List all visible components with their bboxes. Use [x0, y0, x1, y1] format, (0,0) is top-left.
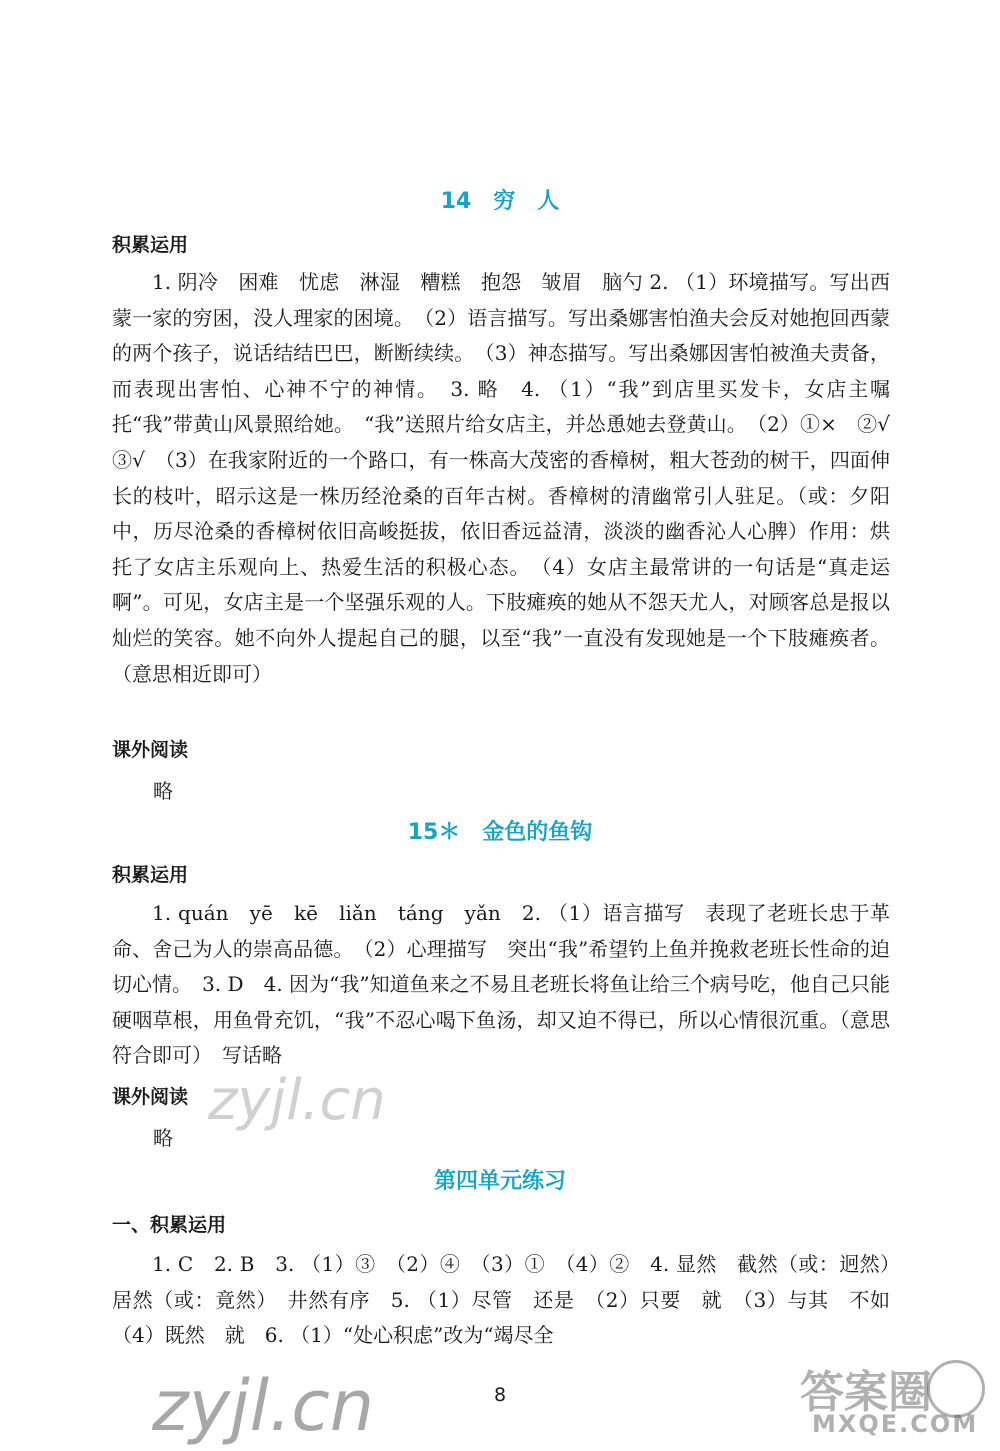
watermark-logo-top-text: 答案圈 [800, 1367, 932, 1418]
watermark-logo-bottom-text: MXQE.COM [812, 1410, 979, 1438]
section-14-reading-text: 略 [153, 779, 173, 803]
unit-4-heading-accumulate: 一、积累运用 [112, 1214, 227, 1236]
unit-4-answer-block [112, 1247, 910, 1354]
section-14-title: 14 穷 人 [440, 189, 560, 214]
section-15-reading-text: 略 [153, 1126, 173, 1150]
section-14-answer-text: 1. 阴冷 困难 忧虑 淋湿 糟糕 抱怨 皱眉 脑勺 2. （1）环境描写。写出西蒙一家的穷困，没人理家的困境。 （2）语言描写。写出桑娜害怕渔夫会反对她抱回西蒙的两个孩子，说话结结巴巴，断断续续。 （3）神态描写。写出桑娜因害怕被渔夫责备，而表现出害怕、心神不宁的神情。 3. 略 4. （1）“我”到店里买发卡，女店主嘱托“我”带黄山风景照给她。 “我”送照片给女店主，并怂恿她去登黄山。 （2）①× ②√ ③√ （3）在我家附近的一个路口，有一株高大茂密的香樟树，粗大苍劲的树干，四面伸长的枝叶，昭示这是一株历经沧桑的百年古树。香樟树的清幽常引人驻足。（或：夕阳中，历尽沧桑的香樟树依旧高峻挺拔，依旧香远益清，淡淡的幽香沁人心脾）作用：烘托了女店主乐观向上、热爱生活的积极心态。 （4）女店主最常讲的一句话是“真走运啊”。可见，女店主是一个坚强乐观的人。下肢瘫痪的她从不怨天尤人，对顾客总是报以灿烂的笑容。她不向外人提起自己的腿，以至“我”一直没有发现她是一个下肢瘫痪者。（意思相近即可） [112, 270, 910, 686]
section-15-answer-text: 1. quán yē kē liǎn táng yǎn 2. （1）语言描写 表现了老班长忠于革命、舍己为人的崇高品德。 （2）心理描写 突出“我”希望钓上鱼并挽救老班长性命的迫切心情。 3. D 4. 因为“我”知道鱼来之不易且老班长将鱼让给三个病号吃，他自己只能硬咽草根，用鱼骨充饥，“我”不忍心喝下鱼汤，却又迫不得已，所以心情很沉重。（意思符合即可） 写话略 [112, 901, 890, 1068]
section-14-heading-reading: 课外阅读 [112, 739, 189, 761]
watermark-mid: zyjl.cn [208, 1068, 386, 1133]
section-15-title: 15＊ 金色的鱼钩 [407, 820, 593, 845]
section-15-heading-reading: 课外阅读 [112, 1086, 189, 1108]
section-14-heading-accumulate: 积累运用 [112, 234, 189, 256]
page-number: 8 [493, 1384, 507, 1406]
section-14-answer-block [112, 265, 910, 692]
section-15-answer-block [112, 896, 890, 1074]
unit-4-title: 第四单元练习 [433, 1169, 566, 1194]
unit-4-answer-text: 1. C 2. B 3. （1）③ （2）④ （3）① （4）② 4. 显然 截然（或：迥然） 居然（或：竟然） 井然有序 5. （1）尽管 还是 （2）只要 就 （3）与其 不如 （4）既然 就 6. （1）“处心积虑”改为“竭尽全 [112, 1252, 910, 1348]
watermark-bottom: zyjl.cn [152, 1365, 375, 1447]
section-15-heading-accumulate: 积累运用 [112, 864, 189, 886]
